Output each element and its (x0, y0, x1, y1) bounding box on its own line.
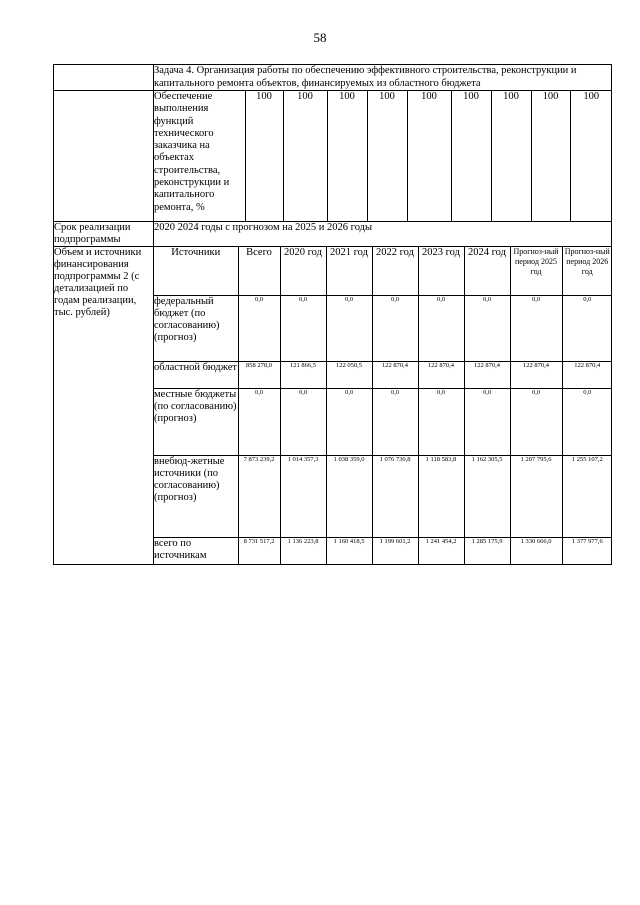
finance-value: 1 241 454,2 (418, 537, 464, 564)
finance-value: 122 050,5 (326, 361, 372, 388)
source-name: федеральный бюджет (по согласованию) (прогноз) (154, 295, 238, 361)
finance-value: 122 870,4 (510, 361, 562, 388)
finance-value: 0,0 (280, 388, 326, 455)
finance-value: 121 866,5 (280, 361, 326, 388)
task-row (54, 65, 612, 91)
finance-value: 1 255 107,2 (562, 455, 612, 537)
finance-value: 0,0 (562, 295, 612, 361)
finance-value: 7 873 239,2 (238, 455, 280, 537)
source-name: областной бюджет (154, 361, 238, 388)
header-year: 2023 год (418, 247, 464, 295)
finance-value: 1 076 730,8 (372, 455, 418, 537)
table-row (154, 537, 612, 564)
header-year: 2020 год (280, 247, 326, 295)
indicator-value: 100 (451, 91, 491, 221)
finance-value: 1 038 359,0 (326, 455, 372, 537)
header-forecast: Прогноз-ный период 2025 год (510, 247, 562, 295)
indicator-value: 100 (367, 91, 407, 221)
subprogram-passport-table (53, 64, 612, 565)
task-title: Задача 4. Организация работы по обеспечению эффективного строительства, реконструкции и капитального ремонта объектов, финансируемых из областного бюджета (154, 65, 612, 91)
finance-value: 1 199 601,2 (372, 537, 418, 564)
finance-value: 0,0 (326, 295, 372, 361)
finance-value: 1 014 357,3 (280, 455, 326, 537)
finance-value: 0,0 (464, 295, 510, 361)
finance-value: 1 207 795,6 (510, 455, 562, 537)
finance-value: 8 731 517,2 (238, 537, 280, 564)
table-row (154, 455, 612, 537)
finance-value: 0,0 (238, 295, 280, 361)
header-year: 2024 год (464, 247, 510, 295)
header-year: 2022 год (372, 247, 418, 295)
finance-value: 1 136 223,8 (280, 537, 326, 564)
page-number: 58 (313, 30, 327, 45)
header-total: Всего (238, 247, 280, 295)
finance-header-row (154, 247, 612, 295)
finance-value: 0,0 (238, 388, 280, 455)
finance-value: 0,0 (280, 295, 326, 361)
finance-value: 0,0 (510, 295, 562, 361)
finance-table (154, 247, 612, 564)
table-row (154, 361, 612, 388)
finance-value: 0,0 (372, 388, 418, 455)
indicator-table (154, 91, 612, 221)
indicator-name: Обеспечение выполнения функций технического заказчика на объектах строительства, реконструкции и капитального ремонта, % (154, 91, 245, 221)
indicator-value: 100 (531, 91, 570, 221)
source-name: всего по источникам (154, 537, 238, 564)
finance-value: 122 870,4 (464, 361, 510, 388)
srok-value: 2020 2024 годы с прогнозом на 2025 и 2026 годы (154, 222, 612, 247)
finance-value: 1 118 583,8 (418, 455, 464, 537)
finance-value: 122 870,4 (418, 361, 464, 388)
finance-label: Объем и источники финансирования подпрограммы 2 (с детализацией по годам реализации, тыс. рублей) (54, 247, 154, 565)
finance-value: 0,0 (562, 388, 612, 455)
finance-value: 0,0 (372, 295, 418, 361)
header-forecast: Прогноз-ный период 2026 год (562, 247, 612, 295)
header-year: 2021 год (326, 247, 372, 295)
finance-value: 858 278,0 (238, 361, 280, 388)
indicator-value: 100 (570, 91, 612, 221)
finance-value: 0,0 (418, 295, 464, 361)
finance-row (54, 247, 612, 565)
finance-value: 122 870,4 (562, 361, 612, 388)
source-name: внебюд-жетные источники (по согласованию) (прогноз) (154, 455, 238, 537)
indicator-value: 100 (283, 91, 327, 221)
table-row (154, 295, 612, 361)
finance-value: 0,0 (418, 388, 464, 455)
finance-value: 122 870,4 (372, 361, 418, 388)
finance-value: 1 377 977,6 (562, 537, 612, 564)
indicator-value: 100 (407, 91, 451, 221)
srok-label: Срок реализации подпрограммы (54, 222, 154, 247)
finance-value: 1 160 418,5 (326, 537, 372, 564)
indicator-value: 100 (245, 91, 283, 221)
indicator-value: 100 (327, 91, 367, 221)
source-name: местные бюджеты (по согласованию) (прогноз) (154, 388, 238, 455)
finance-value: 1 330 666,0 (510, 537, 562, 564)
finance-value: 0,0 (326, 388, 372, 455)
finance-value: 1 162 305,5 (464, 455, 510, 537)
indicator-row (54, 91, 612, 222)
srok-row (54, 222, 612, 247)
finance-value: 1 285 175,9 (464, 537, 510, 564)
table-row (154, 388, 612, 455)
finance-value: 0,0 (510, 388, 562, 455)
indicator-value: 100 (491, 91, 531, 221)
finance-value: 0,0 (464, 388, 510, 455)
header-sources: Источники (154, 247, 238, 295)
